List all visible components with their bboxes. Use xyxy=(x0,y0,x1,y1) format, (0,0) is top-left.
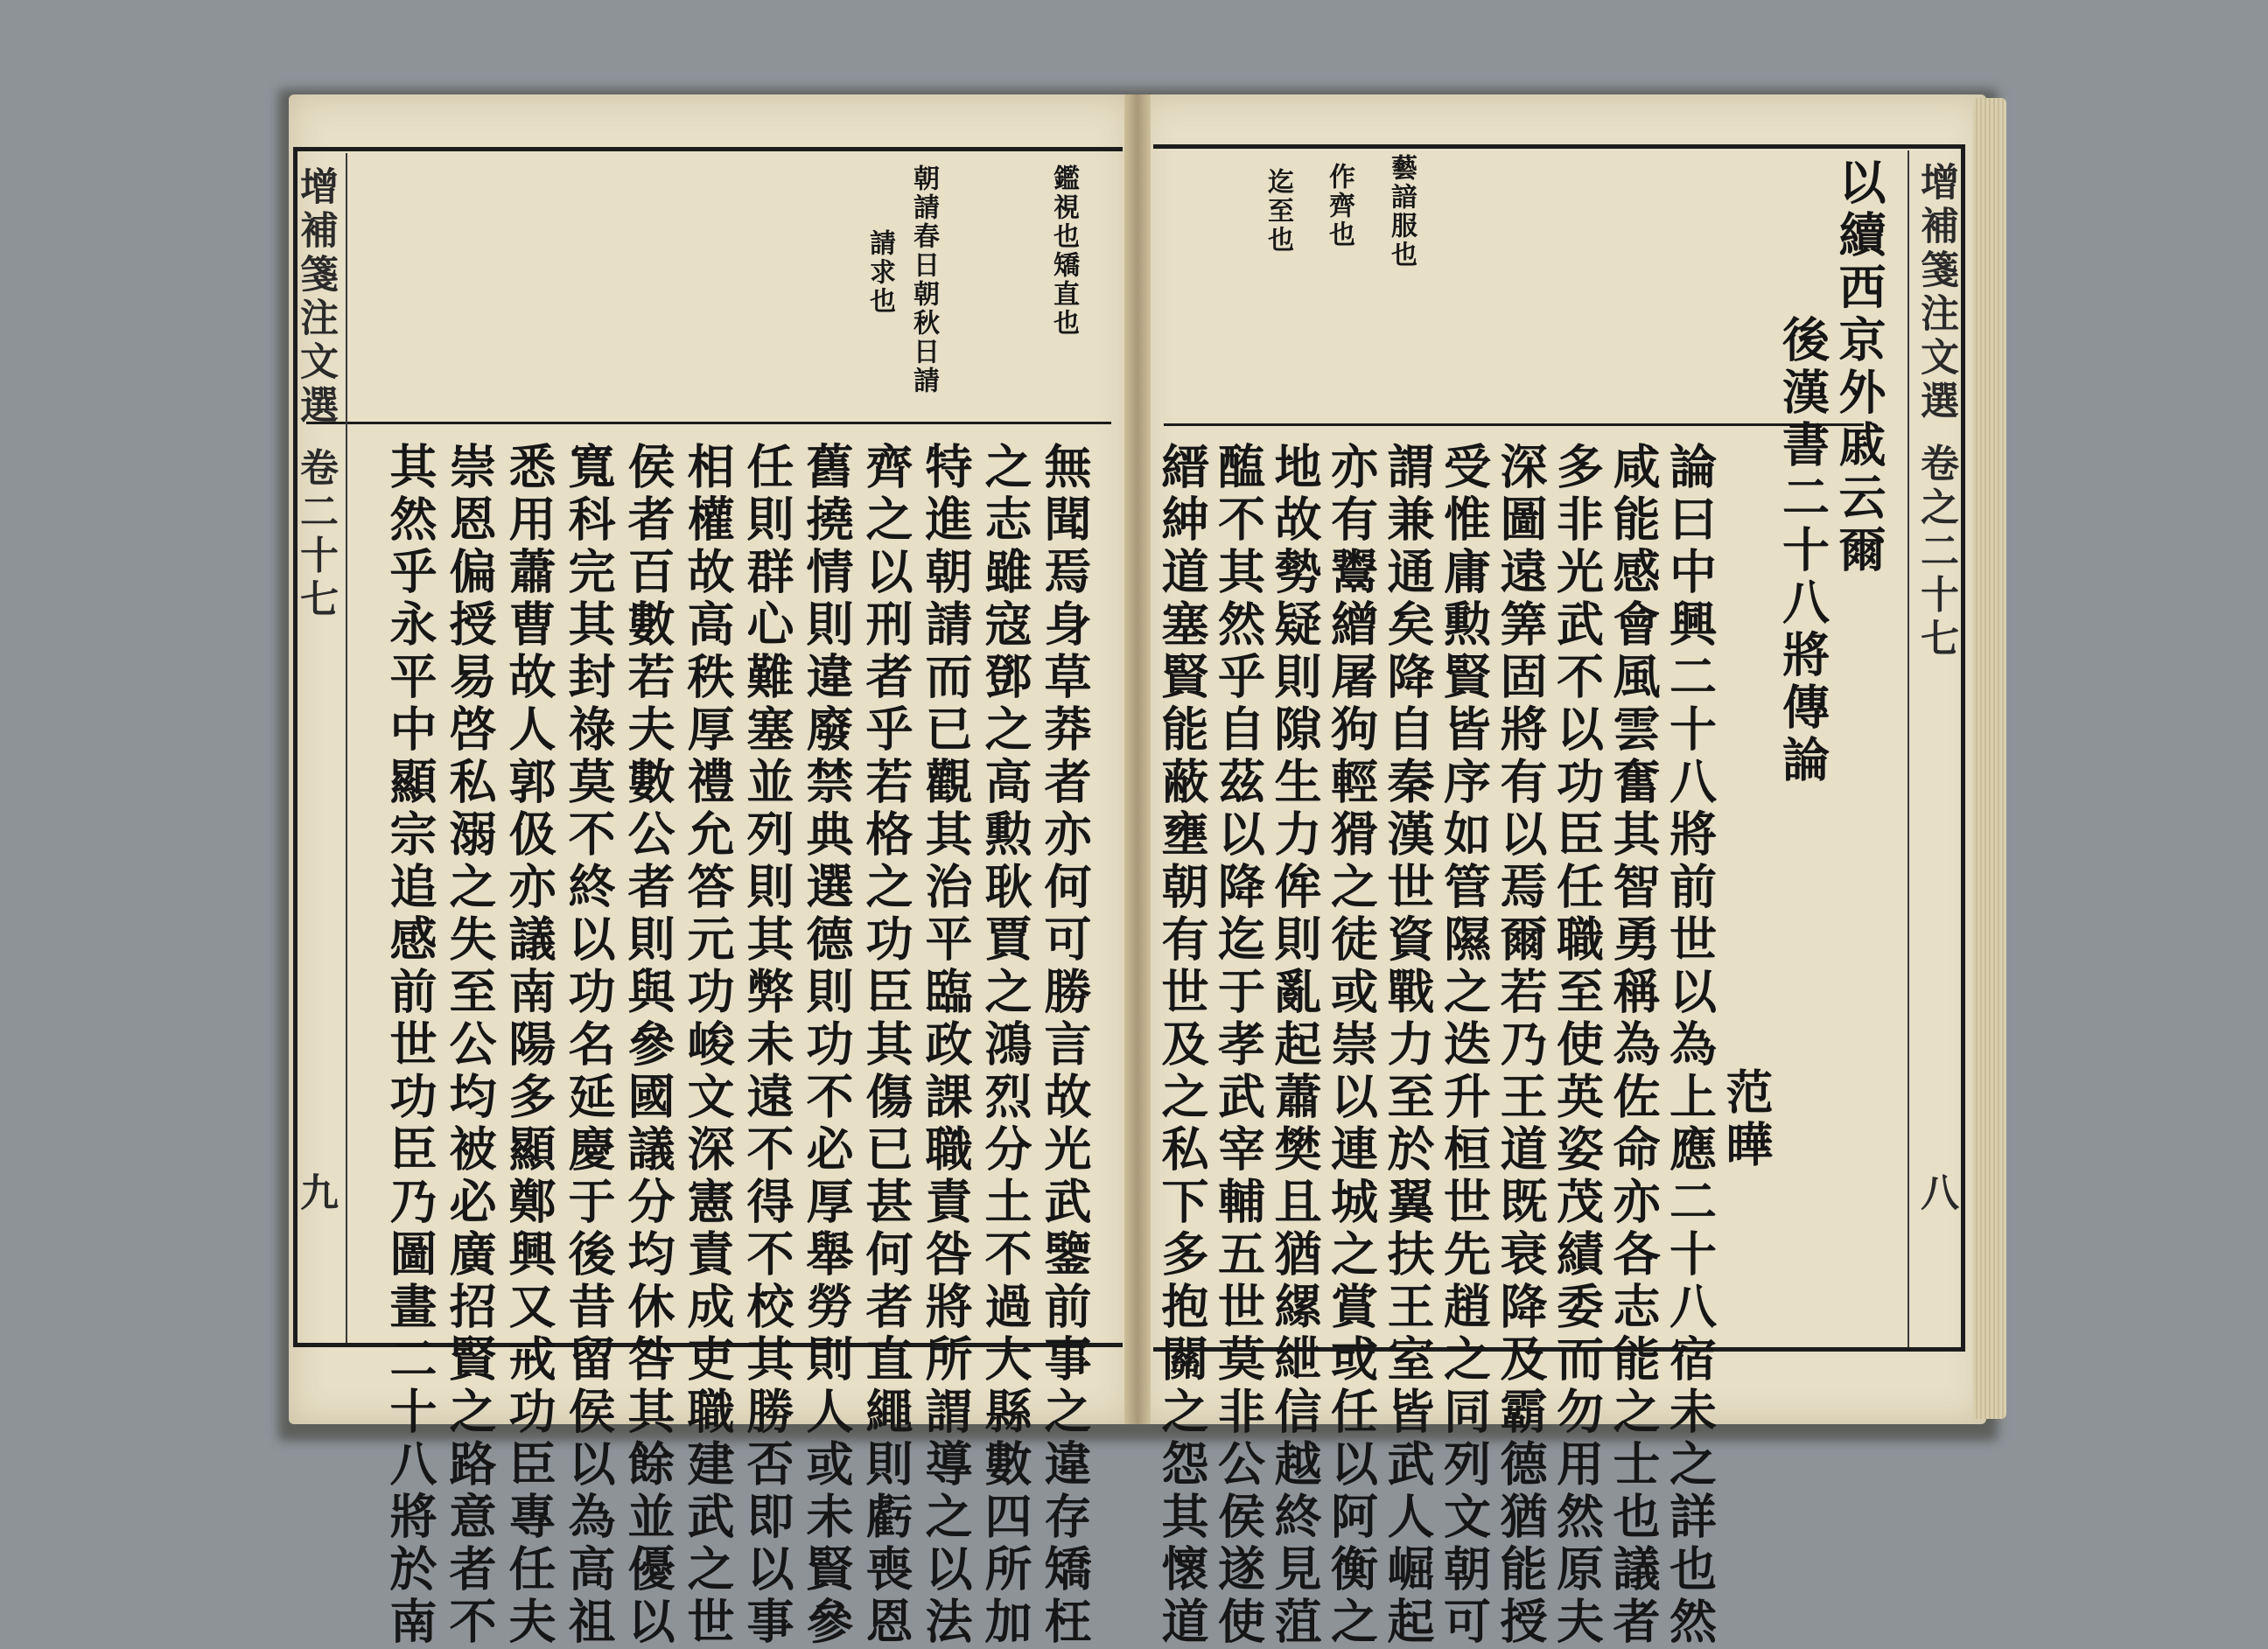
left-note-3: 請求也 xyxy=(864,229,895,316)
right_page-column: 地故勢疑則隙生力侔則亂起蕭樊且猶縲紲信越終見菹 xyxy=(1267,442,1323,1649)
left-head-rule xyxy=(306,422,1111,424)
right-side-title: 增補箋注文選 卷之二十七 xyxy=(1914,162,1958,662)
right_page-column: 以續西京外戚云爾 xyxy=(1831,157,1887,577)
left_page-column: 相權故高秩厚禮允答元功峻文深憲責成吏職建武之世 xyxy=(680,442,736,1649)
left-folio: 九 xyxy=(293,1172,338,1216)
right_page-column: 范曄 xyxy=(1718,1067,1774,1172)
right_page-column: 多非光武不以功臣任職至使英姿茂績委而勿用然原夫 xyxy=(1549,442,1606,1649)
page-edges xyxy=(1973,98,2006,1419)
left_page-column: 侯者百數若夫數公者則與參國議分均休咎其餘並優以 xyxy=(620,442,676,1649)
left_page-column: 舊撓情則違廢禁典選德則功不必厚舉勞則人或未賢參 xyxy=(799,442,855,1649)
right-side-rule xyxy=(1908,150,1909,1347)
left-note-2: 朝請春日朝秋日請 xyxy=(908,164,939,395)
left-note-1: 鑑視也矯直也 xyxy=(1048,164,1079,338)
right_page-column: 咸能感會風雲奮其智勇稱為佐命亦各志能之士也議者 xyxy=(1606,442,1662,1649)
left_page-column: 崇恩偏授易啓私溺之失至公均被必廣招賢之路意者不 xyxy=(442,442,498,1649)
left_page-column: 之志雖寇鄧之高勲耿賈之鴻烈分土不過大縣數四所加 xyxy=(977,442,1033,1649)
right-note-1: 藝諳服也 xyxy=(1386,154,1417,269)
book-gutter xyxy=(1124,94,1151,1424)
left-side-title: 增補箋注文選 卷二十七 xyxy=(293,166,338,623)
left_page-column: 特進朝請而已觀其治平臨政課職責咎將所謂導之以法 xyxy=(918,442,974,1649)
left_page-column: 齊之以刑者乎若格之功臣其傷已甚何者直繩則虧喪恩 xyxy=(858,442,914,1649)
left_page-column: 悉用蕭曹故人郭伋亦議南陽多顯鄭興又戒功臣專任夫 xyxy=(501,442,557,1649)
right_page-column: 深圖遠筭固將有以焉爾若乃王道既衰降及霸德猶能授 xyxy=(1493,442,1549,1649)
right-head-rule xyxy=(1164,423,1864,426)
right_page-column: 縉紳道塞賢能蔽壅朝有世及之私下多抱關之怨其懷道 xyxy=(1154,442,1210,1649)
right_page-column: 亦有鬻繒屠狗輕猾之徒或崇以連城之賞或任以阿衡之 xyxy=(1323,442,1380,1649)
right_page-column: 論曰中興二十八將前世以為上應二十八宿未之詳也然 xyxy=(1662,442,1718,1649)
left_page-column: 寬科完其封祿莫不終以功名延慶于後昔留侯以為高祖 xyxy=(561,442,617,1649)
right-note-3: 迄至也 xyxy=(1263,168,1293,255)
right_page-column: 謂兼通矣降自秦漢世資戰力至於翼扶王室皆武人崛起 xyxy=(1380,442,1436,1649)
left_page-column: 任則群心難塞並列則其弊未遠不得不校其勝否即以事 xyxy=(739,442,795,1649)
left-side-rule xyxy=(346,153,347,1343)
left_page-column: 無聞焉身草莽者亦何可勝言故光武鑒前事之違存矯枉 xyxy=(1037,442,1093,1649)
right_page-column: 醢不其然乎自茲以降迄于孝武宰輔五世莫非公侯遂使 xyxy=(1210,442,1267,1649)
right_page-column: 後漢書二十八將傳論 xyxy=(1774,315,1831,787)
right_page-column: 受惟庸勲賢皆序如管隰之迭升桓世先趙之同列文朝可 xyxy=(1436,442,1493,1649)
left_page-column: 其然乎永平中顯宗追感前世功臣乃圖畫二十八將於南 xyxy=(382,442,438,1649)
right-folio: 八 xyxy=(1914,1172,1958,1216)
right-note-2: 作齊也 xyxy=(1324,163,1354,249)
